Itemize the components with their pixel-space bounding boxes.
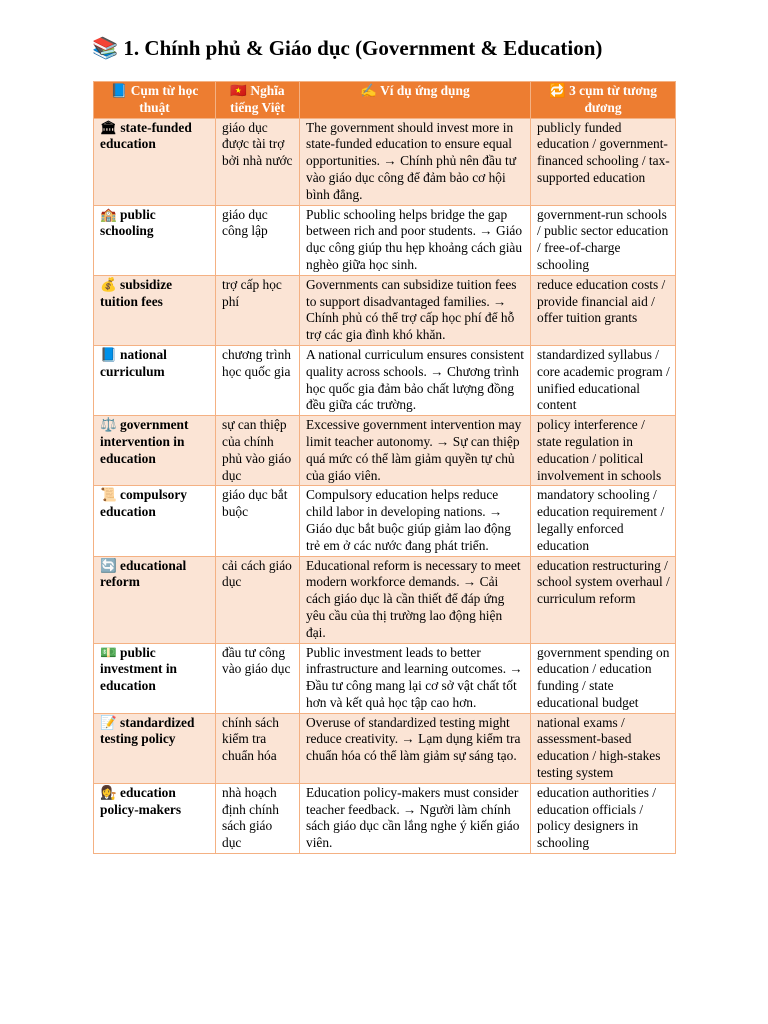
example-cell: Public investment leads to better infrastructure and learning outcomes. → Đầu tư công mang lại cơ sở vật chất tốt hơn và kết quả học tập cao hơn. bbox=[300, 643, 531, 713]
table-row bbox=[94, 643, 676, 713]
header-example: ✍️ Ví dụ ứng dụng bbox=[300, 82, 531, 119]
term-cell: 📝 standardized testing policy bbox=[94, 713, 216, 783]
vocabulary-table bbox=[93, 81, 676, 854]
meaning-cell: chính sách kiểm tra chuẩn hóa bbox=[216, 713, 300, 783]
synonyms-cell: government spending on education / education funding / state educational budget bbox=[531, 643, 676, 713]
table-row bbox=[94, 556, 676, 643]
synonyms-cell: standardized syllabus / core academic program / unified educational content bbox=[531, 345, 676, 415]
table-row bbox=[94, 345, 676, 415]
meaning-cell: đầu tư công vào giáo dục bbox=[216, 643, 300, 713]
synonyms-cell: education authorities / education officials / policy designers in schooling bbox=[531, 783, 676, 853]
synonyms-cell: national exams / assessment-based education / high-stakes testing system bbox=[531, 713, 676, 783]
term-cell: 💵 public investment in education bbox=[94, 643, 216, 713]
term-cell: ⚖️ government intervention in education bbox=[94, 416, 216, 486]
table-row bbox=[94, 416, 676, 486]
meaning-cell: chương trình học quốc gia bbox=[216, 345, 300, 415]
meaning-cell: trợ cấp học phí bbox=[216, 275, 300, 345]
synonyms-cell: publicly funded education / government-financed schooling / tax-supported education bbox=[531, 118, 676, 205]
meaning-cell: cải cách giáo dục bbox=[216, 556, 300, 643]
table-row bbox=[94, 205, 676, 275]
example-cell: A national curriculum ensures consistent quality across schools. → Chương trình học quốc gia đảm bảo chất lượng đồng đều giữa các trường. bbox=[300, 345, 531, 415]
term-cell: 📘 national curriculum bbox=[94, 345, 216, 415]
header-term: 📘 Cụm từ học thuật bbox=[94, 82, 216, 119]
synonyms-cell: policy interference / state regulation in education / political involvement in schools bbox=[531, 416, 676, 486]
term-cell: 🏛 state-funded education bbox=[94, 118, 216, 205]
table-row bbox=[94, 783, 676, 853]
term-cell: 🔄 educational reform bbox=[94, 556, 216, 643]
example-cell: Governments can subsidize tuition fees to support disadvantaged families. → Chính phủ có thể trợ cấp học phí để hỗ trợ các gia đình khó khăn. bbox=[300, 275, 531, 345]
table-row bbox=[94, 118, 676, 205]
example-cell: The government should invest more in state-funded education to ensure equal opportunities. → Chính phủ nên đầu tư vào giáo dục công để đảm bảo cơ hội bình đẳng. bbox=[300, 118, 531, 205]
example-cell: Education policy-makers must consider teacher feedback. → Người làm chính sách giáo dục cần lắng nghe ý kiến giáo viên. bbox=[300, 783, 531, 853]
synonyms-cell: education restructuring / school system overhaul / curriculum reform bbox=[531, 556, 676, 643]
example-cell: Compulsory education helps reduce child labor in developing nations. → Giáo dục bắt buộc giúp giảm lao động trẻ em ở các nước đang phát triển. bbox=[300, 486, 531, 556]
table-row bbox=[94, 713, 676, 783]
page-title: 📚 1. Chính phủ & Giáo dục (Government & Education) bbox=[92, 36, 603, 60]
table-row bbox=[94, 275, 676, 345]
term-cell: 📜 compulsory education bbox=[94, 486, 216, 556]
example-cell: Overuse of standardized testing might reduce creativity. → Lạm dụng kiểm tra chuẩn hóa có thể làm giảm sự sáng tạo. bbox=[300, 713, 531, 783]
term-cell: 🏫 public schooling bbox=[94, 205, 216, 275]
term-cell: 💰 subsidize tuition fees bbox=[94, 275, 216, 345]
synonyms-cell: reduce education costs / provide financial aid / offer tuition grants bbox=[531, 275, 676, 345]
meaning-cell: giáo dục công lập bbox=[216, 205, 300, 275]
example-cell: Educational reform is necessary to meet modern workforce demands. → Cải cách giáo dục là cần thiết để đáp ứng yêu cầu của thị trường lao động hiện đại. bbox=[300, 556, 531, 643]
example-cell: Excessive government intervention may limit teacher autonomy. → Sự can thiệp quá mức có thể làm giảm quyền tự chủ của giáo viên. bbox=[300, 416, 531, 486]
table-header-row bbox=[94, 82, 676, 119]
example-cell: Public schooling helps bridge the gap between rich and poor students. → Giáo dục công giúp thu hẹp khoảng cách giàu nghèo giữa học sinh. bbox=[300, 205, 531, 275]
header-synonyms: 🔁 3 cụm từ tương đương bbox=[531, 82, 676, 119]
meaning-cell: sự can thiệp của chính phủ vào giáo dục bbox=[216, 416, 300, 486]
table-row bbox=[94, 486, 676, 556]
synonyms-cell: mandatory schooling / education requirement / legally enforced education bbox=[531, 486, 676, 556]
header-meaning: 🇻🇳 Nghĩa tiếng Việt bbox=[216, 82, 300, 119]
term-cell: 👩‍⚖️ education policy-makers bbox=[94, 783, 216, 853]
synonyms-cell: government-run schools / public sector education / free-of-charge schooling bbox=[531, 205, 676, 275]
meaning-cell: giáo dục được tài trợ bởi nhà nước bbox=[216, 118, 300, 205]
meaning-cell: giáo dục bắt buộc bbox=[216, 486, 300, 556]
meaning-cell: nhà hoạch định chính sách giáo dục bbox=[216, 783, 300, 853]
